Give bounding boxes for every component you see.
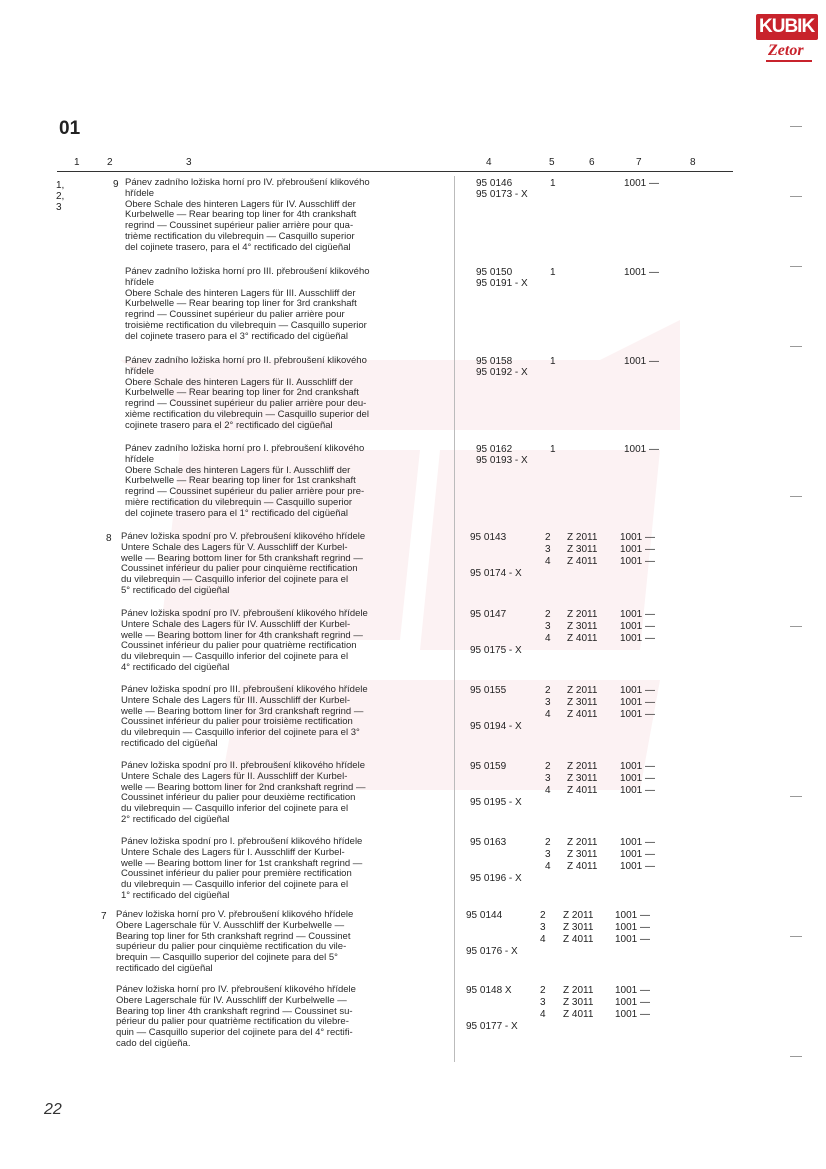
part-number: 95 0150	[476, 267, 513, 278]
description-line: du vilebrequin — Casquillo inferior del cojinete para el	[121, 803, 349, 815]
column-header-6: 6	[589, 157, 595, 168]
quantity: 2	[545, 532, 551, 543]
description-line: Coussinet inférieur du palier pour troisième rectification	[121, 716, 353, 728]
variant-code: Z 2011	[567, 685, 598, 696]
description-line: regrind — Coussinet supérieur du palier arrière pour deu-	[125, 398, 367, 410]
column-header-7: 7	[636, 157, 642, 168]
description-line: cojinete trasero para el 2° rectificado del cigüeñal	[125, 419, 333, 431]
part-number: 95 0147	[470, 609, 507, 620]
description-line: Pánev ložiska spodní pro V. přebroušení klikového hřídele	[121, 531, 366, 542]
description-line: Obere Lagerschale für V. Ausschliff der Kurbelwelle —	[116, 919, 345, 931]
description-line: Obere Lagerschale für IV. Ausschliff der Kurbelwelle —	[116, 994, 347, 1006]
description-line: del cojinete trasero para el 1° rectificado del cigüeñal	[125, 507, 348, 519]
serial-from: 1001 —	[615, 910, 651, 921]
variant-code: Z 4011	[563, 1009, 594, 1020]
description-line: welle — Bearing bottom liner for 1st crankshaft regrind —	[121, 857, 363, 869]
variant-code: Z 4011	[563, 934, 594, 945]
quantity: 4	[545, 633, 551, 644]
description-line: welle — Bearing bottom liner for 2nd crankshaft regrind —	[121, 781, 366, 793]
description-line: 5° rectificado del cigüeñal	[121, 585, 230, 596]
serial-from: 1001 —	[620, 697, 656, 708]
column-divider	[454, 176, 455, 1062]
variant-code: Z 2011	[563, 985, 594, 996]
part-number: 95 0146	[476, 178, 513, 189]
serial-from: 1001 —	[620, 685, 656, 696]
quantity: 4	[540, 934, 546, 945]
quantity: 1	[550, 178, 556, 189]
description-line: regrind — Coussinet supérieur du palier arrière pour	[125, 309, 345, 321]
description-line: Pánev zadního ložiska horní pro I. přebroušení klikového	[125, 443, 365, 454]
variant-code: Z 4011	[567, 861, 598, 872]
description-line: welle — Bearing bottom liner for 5th crankshaft regrind —	[121, 552, 363, 564]
quantity: 3	[540, 997, 546, 1008]
part-number: 95 0195 - X	[470, 797, 522, 808]
part-number: 95 0173 - X	[476, 189, 528, 200]
description-line: 1° rectificado del cigüeñal	[121, 890, 230, 901]
description-line: quin — Casquillo superior del cojinete para del 4° rectifi-	[116, 1027, 353, 1039]
variant-code: Z 3011	[567, 697, 598, 708]
description-line: welle — Bearing bottom liner for 4th crankshaft regrind —	[121, 629, 363, 641]
variant-code: Z 2011	[567, 837, 598, 848]
serial-from: 1001 —	[620, 609, 656, 620]
description-line: du vilebrequin — Casquillo inferior del cojinete para el	[121, 651, 349, 663]
part-number: 95 0162	[476, 444, 513, 455]
part-number: 95 0193 - X	[476, 455, 528, 466]
description-line: rectificado del cigüeñal	[121, 738, 218, 749]
description-line: Kurbelwelle — Rear bearing top liner for 1st crankshaft	[125, 475, 356, 487]
quantity: 3	[545, 849, 551, 860]
serial-from: 1001 —	[624, 178, 660, 189]
row-position: 7	[101, 911, 107, 922]
quantity: 3	[545, 544, 551, 555]
quantity: 3	[545, 773, 551, 784]
logo-top-text: KUBIK	[759, 16, 815, 37]
quantity: 4	[545, 709, 551, 720]
variant-code: Z 4011	[567, 785, 598, 796]
serial-from: 1001 —	[615, 1009, 651, 1020]
row-position: 8	[106, 533, 112, 544]
quantity: 2	[545, 837, 551, 848]
variant-code: Z 3011	[563, 997, 594, 1008]
part-number: 95 0175 - X	[470, 645, 522, 656]
serial-from: 1001 —	[620, 544, 656, 555]
description-line: trième rectification du vilebrequin — Casquillo superior	[125, 231, 355, 242]
page-number: 22	[44, 1101, 62, 1118]
description-line: 4° rectificado del cigüeñal	[121, 662, 230, 673]
description-line: cado del cigüeña.	[116, 1038, 191, 1049]
description-line: Obere Schale des hinteren Lagers für IV. Ausschliff der	[125, 198, 356, 210]
part-number: 95 0148 X	[466, 985, 512, 996]
description-line: Pánev ložiska horní pro V. přebroušení klikového hřídele	[116, 909, 354, 920]
quantity: 4	[545, 556, 551, 567]
variant-code: Z 3011	[567, 773, 598, 784]
description-line: regrind — Coussinet supérieur du palier arrière pour pre-	[125, 486, 365, 498]
part-number: 95 0174 - X	[470, 568, 522, 579]
variant-code: Z 2011	[567, 532, 598, 543]
variant-code: Z 4011	[567, 633, 598, 644]
description-line: supérieur du palier pour cinquième rectification du vile-	[116, 941, 347, 953]
description-line: Kurbelwelle — Rear bearing top liner for 3rd crankshaft	[125, 298, 357, 310]
description-line: Pánev ložiska spodní pro II. přebroušení klikového hřídele	[121, 760, 365, 771]
variant-code: Z 2011	[567, 761, 598, 772]
part-number: 95 0143	[470, 532, 507, 543]
description-line: du vilebrequin — Casquillo inferior del cojinete para el	[121, 879, 349, 891]
serial-from: 1001 —	[620, 837, 656, 848]
serial-from: 1001 —	[615, 934, 651, 945]
description-line: périeur du palier pour quatrième rectification du vilebre-	[116, 1016, 349, 1028]
logo-swoosh	[766, 60, 812, 62]
serial-from: 1001 —	[615, 985, 651, 996]
description-line: mière rectification du vilebrequin — Casquillo superior	[125, 497, 353, 508]
serial-from: 1001 —	[620, 532, 656, 543]
kubik-zetor-logo	[756, 14, 818, 68]
description-line: welle — Bearing bottom liner for 3rd crankshaft regrind —	[121, 705, 364, 717]
quantity: 2	[545, 609, 551, 620]
description-line: du vilebrequin — Casquillo inferior del cojinete para el 3°	[121, 727, 360, 739]
row-position: 9	[113, 179, 119, 190]
description-line: hřídele	[125, 276, 155, 288]
quantity: 3	[545, 697, 551, 708]
description-line: Obere Schale des hinteren Lagers für III. Ausschliff der	[125, 287, 356, 299]
variant-code: Z 3011	[567, 544, 598, 555]
quantity: 4	[545, 861, 551, 872]
variant-code: Z 2011	[567, 609, 598, 620]
serial-from: 1001 —	[615, 997, 651, 1008]
part-number: 95 0163	[470, 837, 507, 848]
serial-from: 1001 —	[620, 773, 656, 784]
variant-code: Z 4011	[567, 556, 598, 567]
column-header-3: 3	[186, 157, 192, 168]
margin-marks	[790, 118, 820, 1078]
quantity: 4	[540, 1009, 546, 1020]
logo-red-banner	[756, 14, 818, 40]
quantity: 3	[540, 922, 546, 933]
description-line: Kurbelwelle — Rear bearing top liner for 2nd crankshaft	[125, 387, 359, 399]
column-header-1: 1	[74, 157, 80, 168]
description-line: rectificado del cigüeñal	[116, 963, 213, 974]
variant-code: Z 4011	[567, 709, 598, 720]
description-line: Untere Schale des Lagers für V. Ausschliff der Kurbel-	[121, 541, 348, 553]
description-line: Untere Schale des Lagers für IV. Ausschliff der Kurbel-	[121, 618, 351, 630]
serial-from: 1001 —	[620, 849, 656, 860]
quantity: 2	[540, 985, 546, 996]
description-line: regrind — Coussinet supérieur palier arrière pour qua-	[125, 220, 354, 232]
variant-code: Z 3011	[563, 922, 594, 933]
description-line: Pánev zadního ložiska horní pro III. přebroušení klikového	[125, 266, 370, 277]
part-number: 95 0177 - X	[466, 1021, 518, 1032]
part-number: 95 0176 - X	[466, 946, 518, 957]
description-line: hřídele	[125, 187, 155, 199]
serial-from: 1001 —	[620, 556, 656, 567]
part-number: 95 0196 - X	[470, 873, 522, 884]
description-line: Coussinet inférieur du palier pour deuxième rectification	[121, 792, 356, 804]
part-number: 95 0144	[466, 910, 503, 921]
description-line: Pánev zadního ložiska horní pro IV. přebroušení klikového	[125, 177, 370, 188]
quantity: 3	[545, 621, 551, 632]
description-line: hřídele	[125, 365, 155, 377]
part-number: 95 0159	[470, 761, 507, 772]
serial-from: 1001 —	[620, 785, 656, 796]
part-number: 95 0158	[476, 356, 513, 367]
part-number: 95 0191 - X	[476, 278, 528, 289]
description-line: Obere Schale des hinteren Lagers für II. Ausschliff der	[125, 376, 353, 388]
description-line: du vilebrequin — Casquillo inferior del cojinete para el	[121, 574, 349, 586]
description-line: Pánev ložiska spodní pro I. přebroušení klikového hřídele	[121, 836, 363, 847]
description-line: Bearing top liner 4th crankshaft regrind — Coussinet su-	[116, 1005, 353, 1017]
part-number: 95 0155	[470, 685, 507, 696]
quantity: 1	[550, 356, 556, 367]
serial-from: 1001 —	[620, 761, 656, 772]
column-header-5: 5	[549, 157, 555, 168]
serial-from: 1001 —	[624, 356, 660, 367]
description-line: troisième rectification du vilebrequin — Casquillo superior	[125, 320, 367, 331]
serial-from: 1001 —	[615, 922, 651, 933]
quantity: 4	[545, 785, 551, 796]
description-line: 2° rectificado del cigüeñal	[121, 814, 230, 825]
part-number: 95 0192 - X	[476, 367, 528, 378]
serial-from: 1001 —	[620, 709, 656, 720]
description-line: brequin — Casquillo superior del cojinete para del 5°	[116, 952, 338, 964]
description-line: Coussinet inférieur du palier pour quatrième rectification	[121, 640, 357, 652]
variant-code: Z 3011	[567, 849, 598, 860]
column-header-2: 2	[107, 157, 113, 168]
row-reference: 1, 2, 3	[56, 180, 65, 213]
description-line: xième rectification du vilebrequin — Casquillo superior del	[125, 409, 369, 420]
description-line: Untere Schale des Lagers für III. Ausschliff der Kurbel-	[121, 694, 350, 706]
description-line: Pánev ložiska horní pro IV. přebroušení klikového hřídele	[116, 984, 356, 995]
serial-from: 1001 —	[620, 633, 656, 644]
quantity: 2	[545, 761, 551, 772]
description-line: Untere Schale des Lagers für I. Ausschliff der Kurbel-	[121, 846, 345, 858]
serial-from: 1001 —	[624, 267, 660, 278]
column-header-8: 8	[690, 157, 696, 168]
description-line: Obere Schale des hinteren Lagers für I. Ausschliff der	[125, 464, 351, 476]
description-line: hřídele	[125, 453, 155, 465]
description-line: Untere Schale des Lagers für II. Ausschliff der Kurbel-	[121, 770, 348, 782]
description-line: Coussinet inférieur du palier pour première rectification	[121, 868, 352, 880]
logo-bottom-text: Zetor	[768, 42, 804, 59]
section-number: 01	[59, 118, 81, 139]
variant-code: Z 3011	[567, 621, 598, 632]
header-rule	[57, 171, 733, 172]
serial-from: 1001 —	[624, 444, 660, 455]
logo-script	[768, 42, 812, 60]
description-line: Pánev ložiska spodní pro IV. přebroušení klikového hřídele	[121, 608, 368, 619]
description-line: Bearing top liner for 5th crankshaft regrind — Coussinet	[116, 930, 351, 942]
description-line: Pánev zadního ložiska horní pro II. přebroušení klikového	[125, 355, 367, 366]
quantity: 1	[550, 267, 556, 278]
description-line: Coussinet inférieur du palier pour cinquième rectification	[121, 563, 358, 575]
quantity: 2	[545, 685, 551, 696]
description-line: del cojinete trasero, para el 4° rectificado del cigüeñal	[125, 241, 351, 253]
variant-code: Z 2011	[563, 910, 594, 921]
serial-from: 1001 —	[620, 621, 656, 632]
quantity: 1	[550, 444, 556, 455]
column-header-4: 4	[486, 157, 492, 168]
description-line: Kurbelwelle — Rear bearing top liner for 4th crankshaft	[125, 209, 357, 221]
part-number: 95 0194 - X	[470, 721, 522, 732]
quantity: 2	[540, 910, 546, 921]
serial-from: 1001 —	[620, 861, 656, 872]
description-line: Pánev ložiska spodní pro III. přebroušení klikového hřídele	[121, 684, 368, 695]
description-line: del cojinete trasero para el 3° rectificado del cigüeñal	[125, 330, 348, 342]
